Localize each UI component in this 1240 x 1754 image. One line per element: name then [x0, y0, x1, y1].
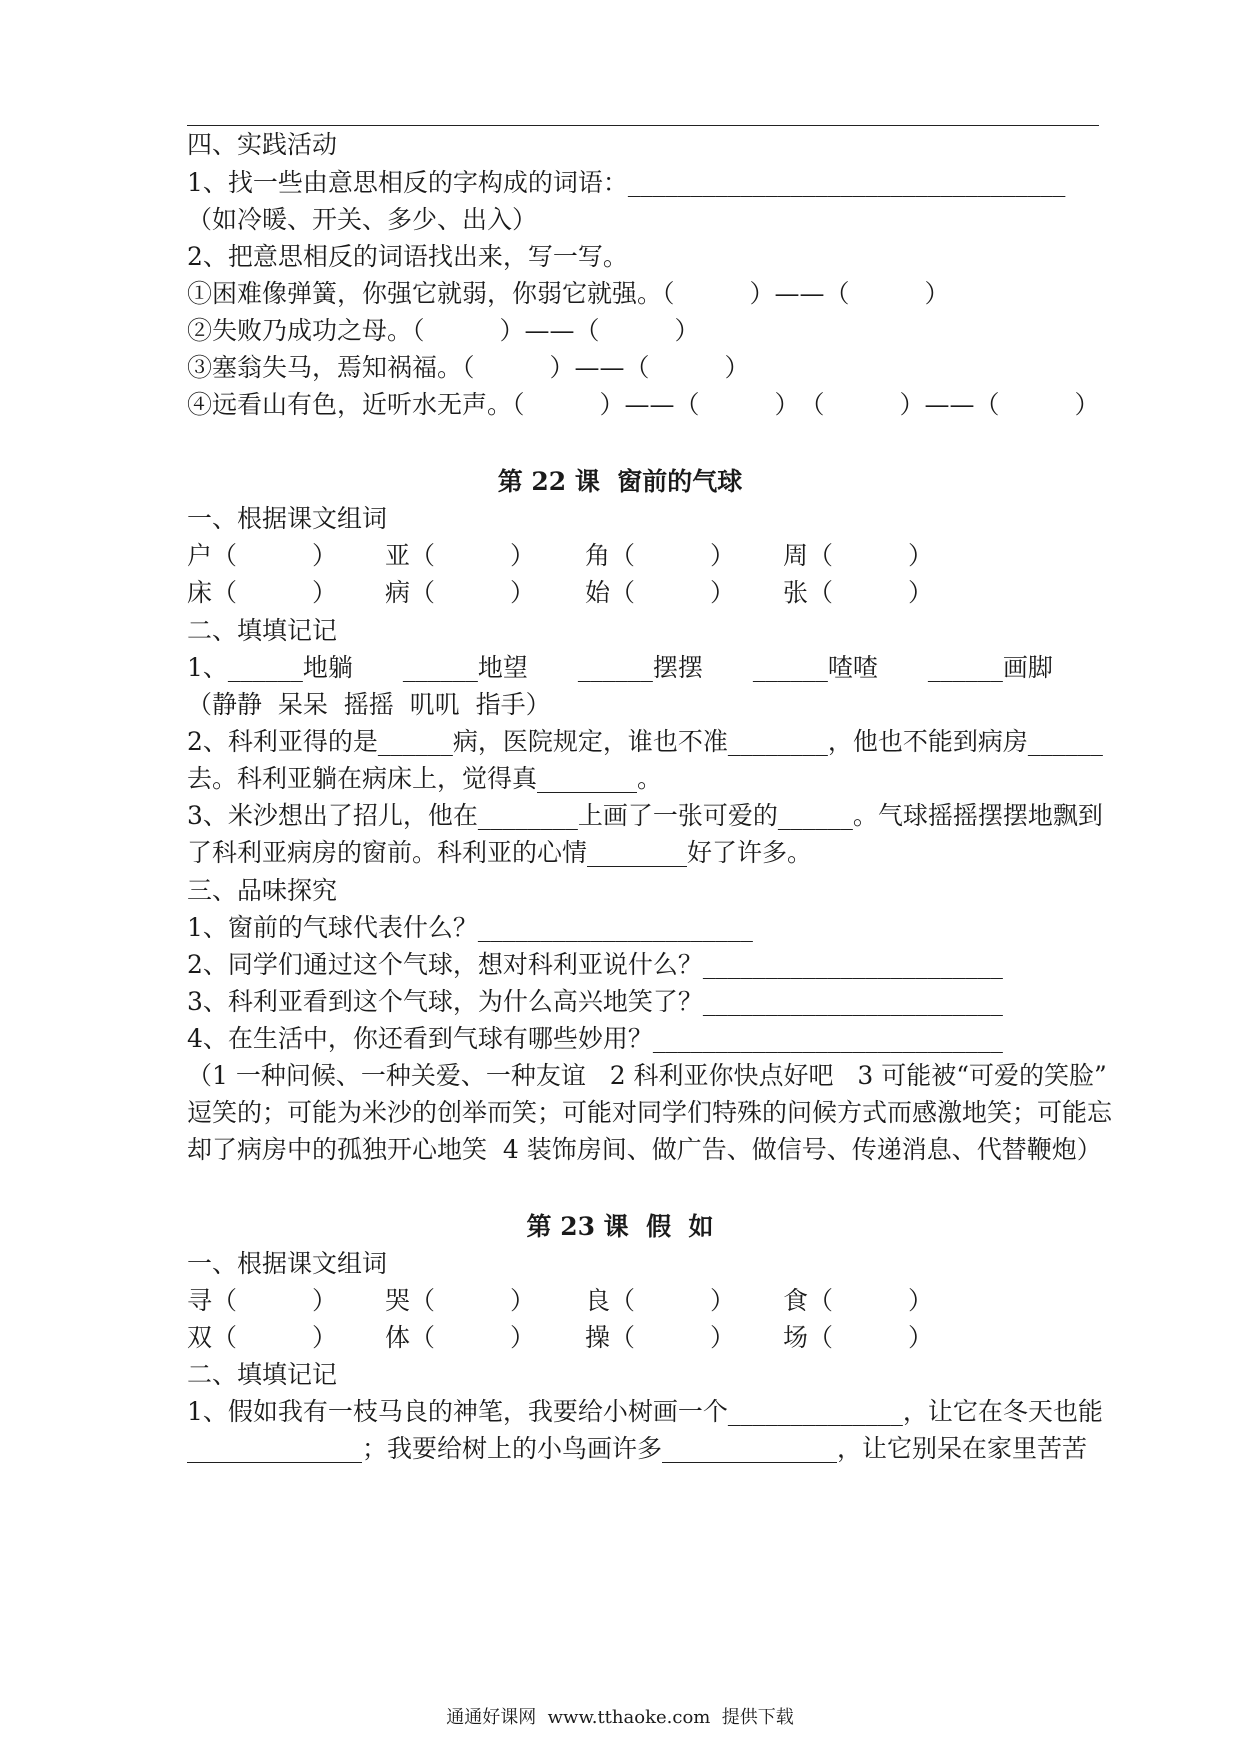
word-cell: 哭（ ） — [385, 1286, 536, 1315]
lesson23-part2-heading: 二、填填记记 — [187, 1360, 338, 1389]
lesson22-answer-line-1: （1 一种问候、一种关爱、一种友谊 2 科利亚你快点好吧 3 可能被“可爱的笑脸” — [187, 1061, 1107, 1090]
lesson23-part1-heading: 一、根据课文组词 — [187, 1249, 388, 1278]
word-cell: 角（ ） — [585, 541, 736, 570]
lesson22-question-3: 3、科利亚看到这个气球，为什么高兴地笑了？________________________ — [187, 987, 1003, 1016]
practice-item-1: ①困难像弹簧，你强它就弱，你弱它就强。（ ）——（ ） — [187, 279, 950, 308]
lesson22-fill-1-hint: （静静 呆呆 摇摇 叽叽 指手） — [187, 690, 551, 719]
lesson22-answer-line-3: 却了病房中的孤独开心地笑 4 装饰房间、做广告、做信号、传递消息、代替鞭炮） — [187, 1135, 1102, 1164]
practice-question-2: 2、把意思相反的词语找出来，写一写。 — [187, 242, 628, 271]
word-cell: 周（ ） — [783, 541, 934, 570]
lesson22-fill-3-line-2: 了科利亚病房的窗前。科利亚的心情________好了许多。 — [187, 838, 813, 867]
practice-item-4: ④远看山有色，近听水无声。（ ）——（ ） （ ）——（ ） — [187, 390, 1100, 419]
word-cell: 床（ ） — [187, 578, 338, 607]
word-cell: 病（ ） — [385, 578, 536, 607]
top-divider-line — [187, 125, 1099, 126]
practice-item-2: ②失败乃成功之母。（ ）——（ ） — [187, 316, 700, 345]
practice-question-1-hint: （如冷暖、开关、多少、出入） — [187, 205, 538, 234]
lesson22-fill-2-line-2: 去。科利亚躺在病床上，觉得真________。 — [187, 764, 663, 793]
practice-heading: 四、实践活动 — [187, 130, 338, 159]
page-footer: 通通好课网 www.tthaoke.com 提供下载 — [446, 1707, 794, 1728]
practice-item-3: ③塞翁失马，焉知祸福。（ ）——（ ） — [187, 353, 750, 382]
lesson22-part2-heading: 二、填填记记 — [187, 616, 338, 645]
lesson22-title: 第 22 课 窗前的气球 — [497, 467, 743, 496]
word-cell: 户（ ） — [187, 541, 338, 570]
lesson22-question-2: 2、同学们通过这个气球，想对科利亚说什么？________________________ — [187, 950, 1003, 979]
practice-question-1: 1、找一些由意思相反的字构成的词语：___________________________________ — [187, 168, 1066, 197]
word-cell: 寻（ ） — [187, 1286, 338, 1315]
lesson23-title: 第 23 课 假 如 — [526, 1212, 714, 1241]
lesson22-question-1: 1、窗前的气球代表什么？______________________ — [187, 913, 753, 942]
lesson22-question-4: 4、在生活中，你还看到气球有哪些妙用？____________________________ — [187, 1024, 1003, 1053]
word-cell: 良（ ） — [585, 1286, 736, 1315]
lesson23-fill-1-line-2: ______________；我要给树上的小鸟画许多______________，让它别呆在家里苦苦 — [187, 1434, 1088, 1463]
word-cell: 始（ ） — [585, 578, 736, 607]
word-cell: 张（ ） — [783, 578, 934, 607]
word-cell: 操（ ） — [585, 1323, 736, 1352]
lesson22-answer-line-2: 逗笑的；可能为米沙的创举而笑；可能对同学们特殊的问候方式而感激地笑；可能忘 — [187, 1098, 1113, 1127]
word-cell: 食（ ） — [783, 1286, 934, 1315]
lesson22-fill-2-line-1: 2、科利亚得的是______病，医院规定，谁也不准________，他也不能到病房______ — [187, 727, 1103, 756]
word-cell: 场（ ） — [783, 1323, 934, 1352]
lesson22-part1-heading: 一、根据课文组词 — [187, 504, 388, 533]
word-cell: 双（ ） — [187, 1323, 338, 1352]
word-cell: 亚（ ） — [385, 541, 536, 570]
lesson22-part3-heading: 三、品味探究 — [187, 876, 338, 905]
lesson23-fill-1-line-1: 1、假如我有一枝马良的神笔，我要给小树画一个______________，让它在冬天也能 — [187, 1397, 1103, 1426]
word-cell: 体（ ） — [385, 1323, 536, 1352]
lesson22-fill-3-line-1: 3、米沙想出了招儿，他在________上画了一张可爱的______。气球摇摇摆摆地飘到 — [187, 801, 1103, 830]
lesson22-fill-1: 1、______地躺 ______地望 ______摆摆 ______喳喳 ______画脚 — [187, 653, 1053, 682]
